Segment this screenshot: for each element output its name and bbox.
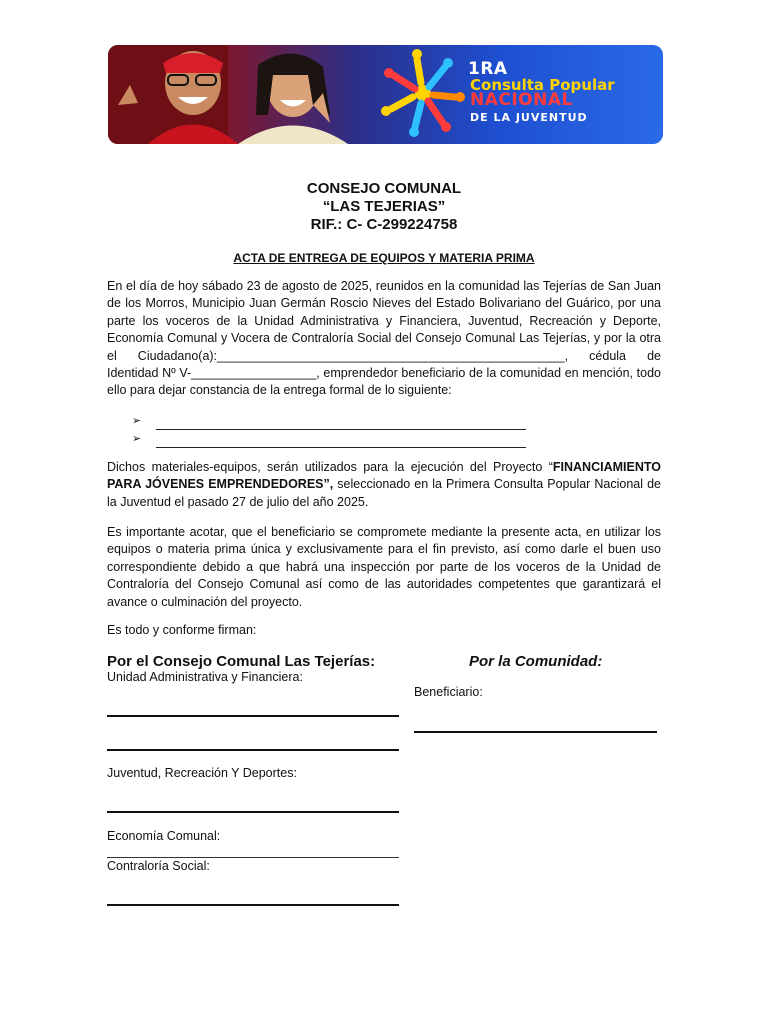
paragraph-project (107, 459, 661, 511)
document-title: ACTA DE ENTREGA DE EQUIPOS Y MATERIA PRIMA (233, 251, 535, 265)
logo-text-consulta: Consulta Popular (470, 76, 615, 94)
org-name: “LAS TEJERIAS” (322, 198, 446, 215)
org-heading: CONSEJO COMUNAL (306, 180, 462, 197)
signature-line-economia (107, 857, 399, 858)
label-beneficiario: Beneficiario: (414, 685, 483, 699)
signature-heading-community: Por la Comunidad: (469, 653, 603, 670)
paragraph-closing: Es todo y conforme firman: (107, 623, 257, 637)
paragraph-commitment: Es importante acotar, que el beneficiario se compromete mediante la presente acta, en utilizar los equipos o materia prima única y exclusivamente para el fin previsto, así como darle el buen uso correspondiente debido a que habrá una inspección por parte de los voceros de la Unidad de Contraloría del Consejo Comunal así como de las autoridades competentes que garantizará el avance o culminación del proyecto. (107, 525, 661, 609)
list-item (132, 430, 526, 448)
list-item (132, 412, 526, 430)
logo-text-nacional: NACIONAL (470, 90, 573, 110)
label-contraloria-social: Contraloría Social: (107, 859, 210, 873)
paragraph-intro: En el día de hoy sábado 23 de agosto de 2025, reunidos en la comunidad las Tejerías de San Juan de los Morros, Municipio Juan Germán Roscio Nieves del Estado Bolivariano del Guárico, por una parte los voceros de la Unidad Administrativa y Financiera, Juventud, Recreación y Deporte, Economía Comunal y Vocera de Contraloría Social del Consejo Comunal Las Tejerías, y por la otra el Ciudadano(a):__________________________________________________, cédula de Identidad Nº V-__________________, emprendedor beneficiario de la comunidad en mención, todo ello para dejar constancia de la entrega formal de lo siguiente: (107, 279, 661, 398)
label-economia-comunal: Economía Comunal: (107, 829, 221, 843)
signature-line-beneficiario (414, 731, 657, 733)
arrow-bullet-icon: ➢ (132, 433, 142, 445)
signature-heading-council: Por el Consejo Comunal Las Tejerías: (107, 653, 376, 670)
logo-text-juventud: DE LA JUVENTUD (470, 111, 588, 124)
banner-illustration (108, 45, 663, 144)
blank-line (156, 415, 526, 430)
org-rif: RIF.: C- C-299224758 (310, 216, 458, 233)
signature-line-contraloria (107, 904, 399, 906)
paragraph-project-before: Dichos materiales-equipos, serán utilizados para la ejecución del Proyecto “ (107, 460, 553, 474)
signature-line-unidad-1 (107, 715, 399, 717)
blank-line (156, 433, 526, 448)
arrow-bullet-icon: ➢ (132, 415, 142, 427)
banner-image (108, 45, 663, 144)
label-juventud: Juventud, Recreación Y Deportes: (107, 766, 297, 780)
label-unidad-administrativa: Unidad Administrativa y Financiera: (107, 670, 303, 684)
signature-line-unidad-2 (107, 749, 399, 751)
logo-text-1ra: 1RA (468, 59, 508, 79)
signature-line-juventud (107, 811, 399, 813)
items-list (132, 412, 526, 448)
project-name: FINANCIAMIENTO PARA JÓVENES EMPRENDEDORES”, (107, 460, 661, 492)
paragraph-project-after: seleccionado en la Primera Consulta Popular Nacional de la Juventud el pasado 27 de julio del año 2025. (107, 477, 661, 509)
